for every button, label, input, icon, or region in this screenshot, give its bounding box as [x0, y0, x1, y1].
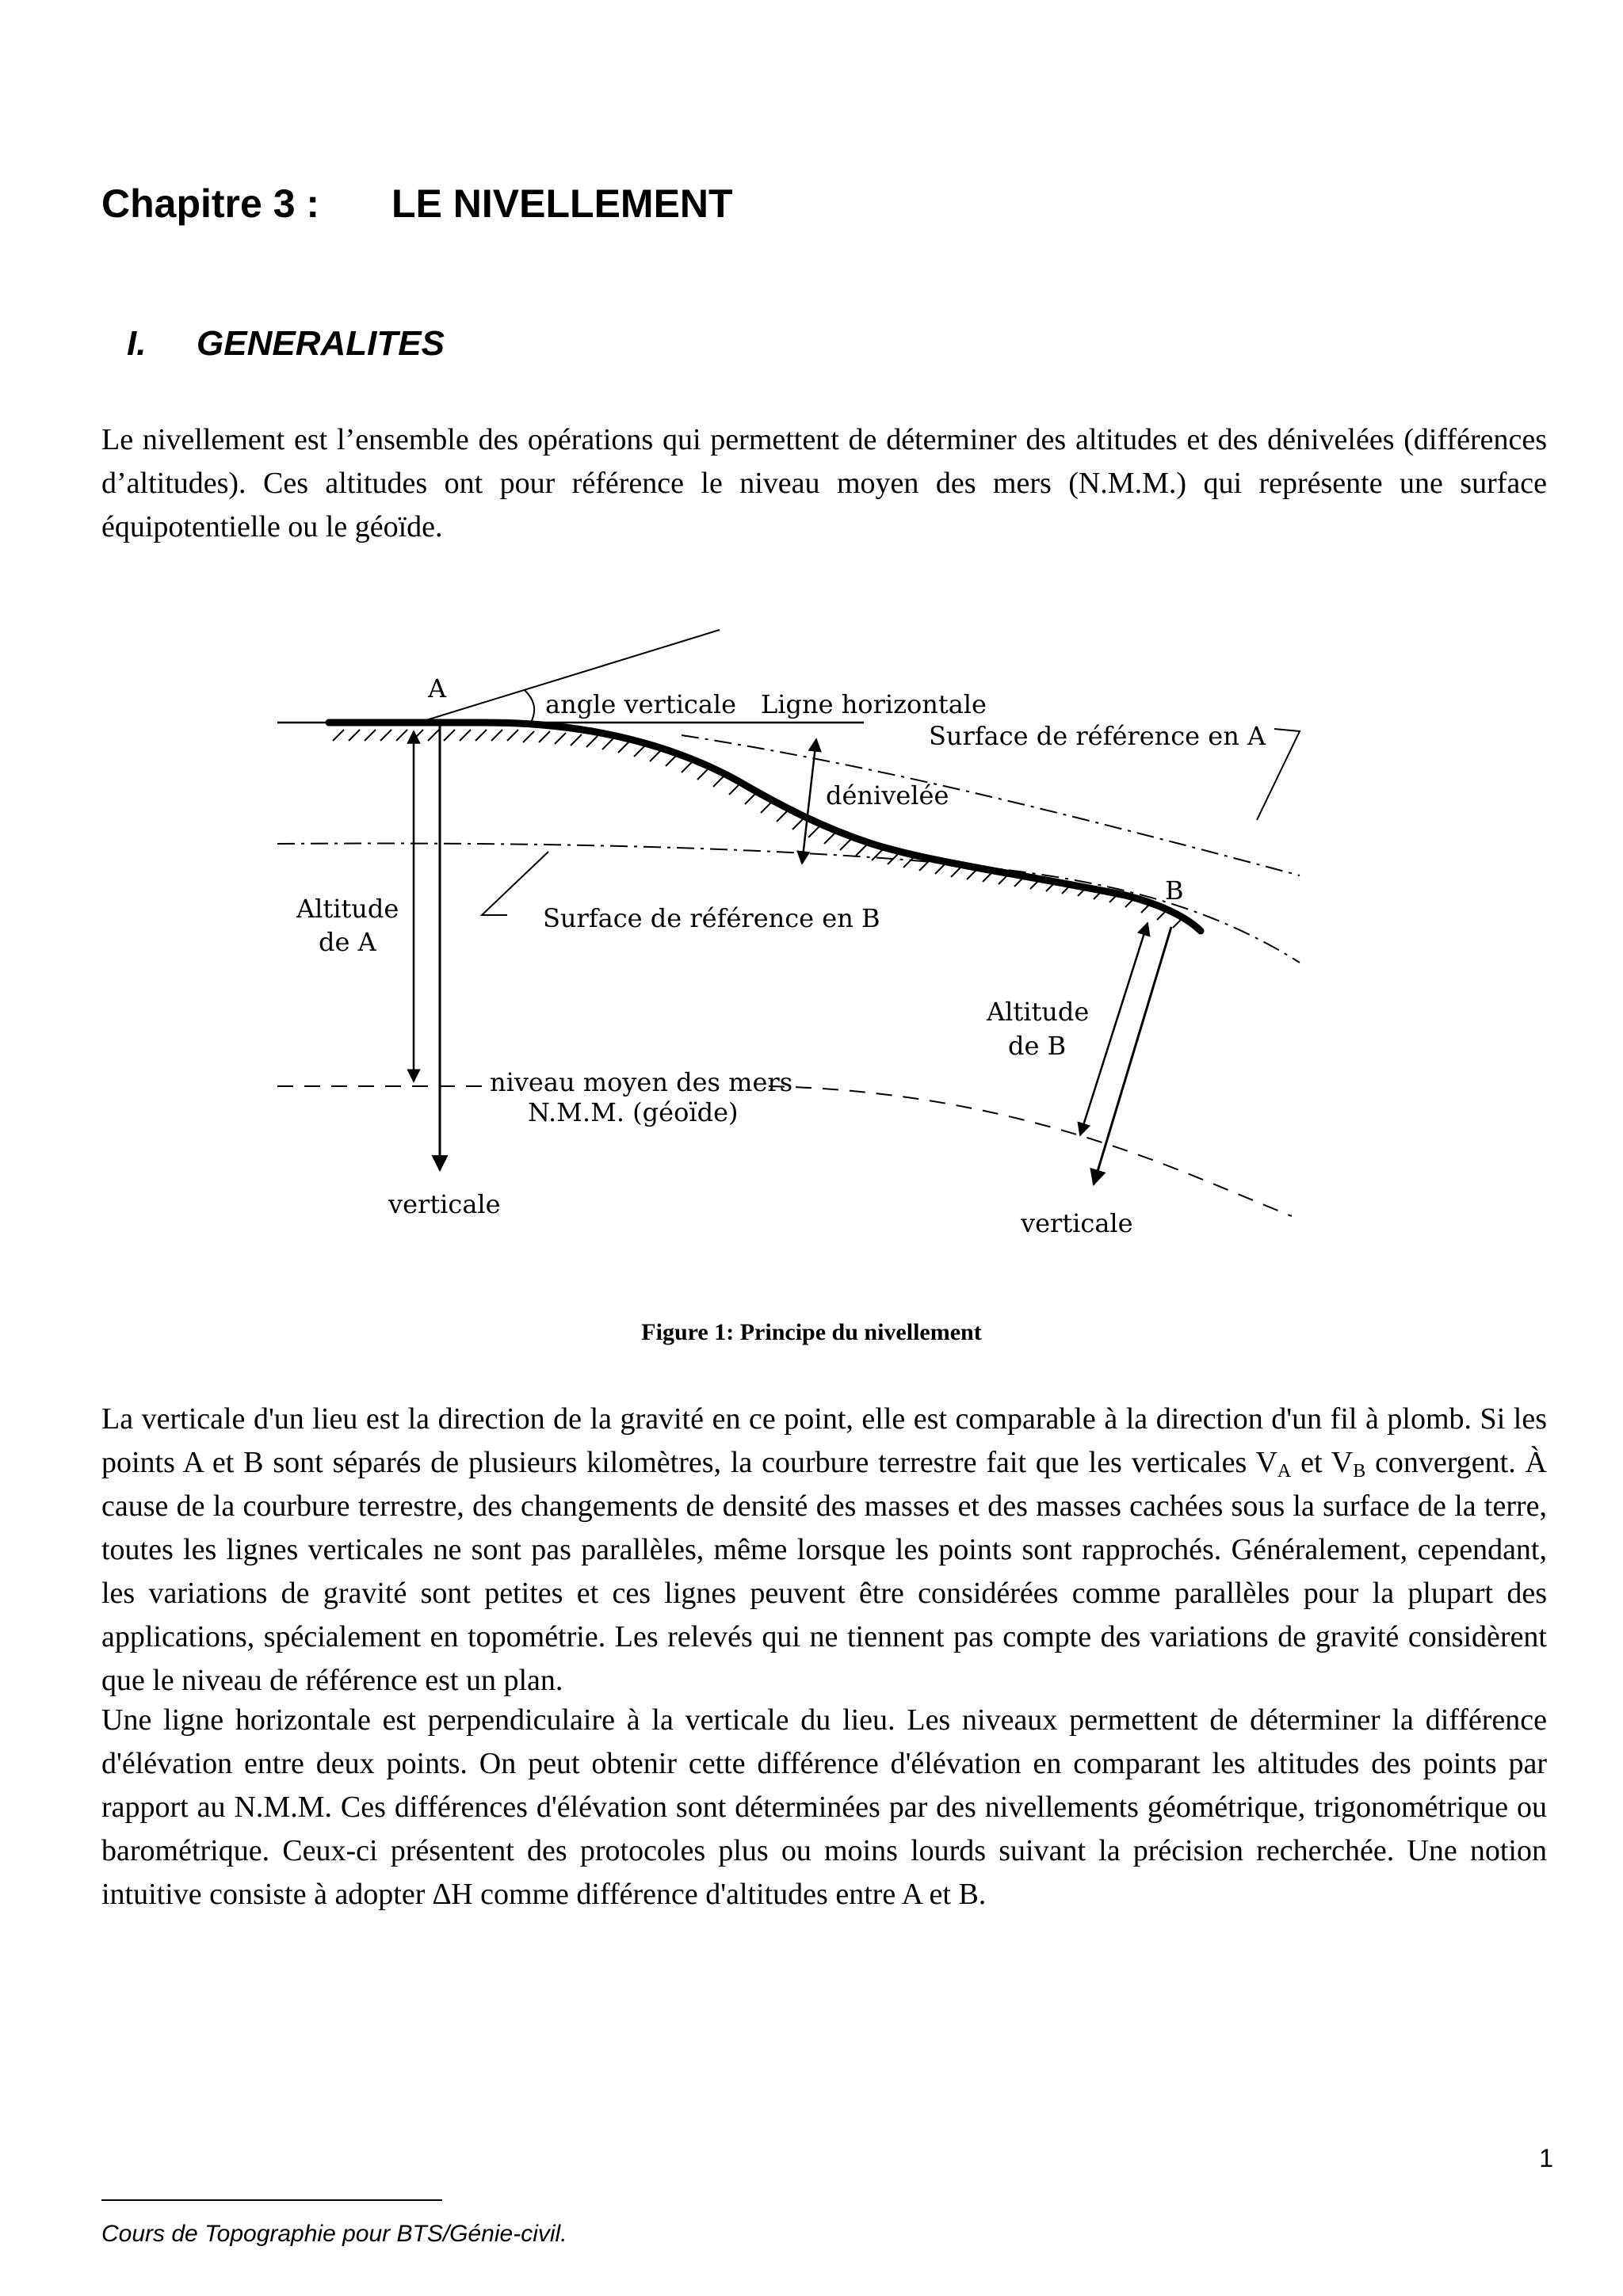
altitude-b-arrow: [1080, 923, 1148, 1135]
chapter-number: Chapitre 3 :: [101, 181, 320, 226]
pointer-ref-b: [482, 852, 548, 915]
ground-hatching: [333, 730, 1184, 928]
leveling-diagram: [269, 614, 1316, 1272]
angle-verticale-label: angle verticale: [545, 689, 737, 719]
subscript-a: A: [1277, 1461, 1292, 1482]
footnote-text: Cours de Topographie pour BTS/Génie-civil.: [101, 2221, 567, 2247]
altitude-b-label-line2: de B: [1008, 1031, 1067, 1061]
verticale-text-part2: convergent. À cause de la courbure terrestre, des changements de densité des masses et des masses cachées sous la surface de la terre, toutes les lignes verticales ne sont pas parallèles, même lorsque les points sont rapprochés. Généralement, cependant, les variations de gravité sont petites et ces lignes peuvent être considérées comme parallèles pour la plupart des applications, spécialement en topométrie. Les relevés qui ne tiennent pas compte des variations de gravité considèrent que le niveau de référence est un plan.: [101, 1446, 1548, 1697]
section-number: I.: [127, 324, 147, 363]
ground-profile: [329, 723, 1201, 931]
point-b-label: B: [1165, 875, 1184, 906]
page-number: 1: [1539, 2144, 1553, 2172]
verticale-a-label: verticale: [388, 1189, 501, 1219]
nmm-label-line1: niveau moyen des mers: [490, 1067, 793, 1097]
figure-caption: Figure 1: Principe du nivellement: [641, 1319, 982, 1345]
ligne-horizontale-label: Ligne horizontale: [761, 689, 987, 719]
nmm-label-line2: N.M.M. (géoïde): [528, 1097, 739, 1127]
verticale-text-part1: La verticale d'un lieu est la direction de la gravité en ce point, elle est comparable à la direction d'un fil à plomb. Si les points A et B sont séparés de plusieurs kilomètres, la courbure terrestre fait que les verticales V: [101, 1402, 1547, 1479]
subscript-b: B: [1353, 1461, 1366, 1482]
point-a-label: A: [428, 673, 447, 704]
section-title: GENERALITES: [197, 324, 445, 363]
surface-ref-a-label: Surface de référence en A: [929, 721, 1266, 751]
chapter-title: LE NIVELLEMENT: [391, 181, 733, 226]
altitude-b-label-line1: Altitude: [987, 997, 1090, 1027]
altitude-a-label-line2: de A: [319, 927, 376, 957]
verticale-text-et: et V: [1291, 1446, 1354, 1479]
footnote-separator: [101, 2199, 442, 2201]
verticale-paragraph: [101, 1398, 1547, 1703]
denivelee-arrow: [802, 739, 816, 864]
angle-arc: [525, 690, 534, 723]
reference-surface-a: [682, 735, 1300, 875]
surface-ref-b-label: Surface de référence en B: [543, 903, 880, 933]
denivelee-label: dénivelée: [826, 780, 949, 810]
horizontale-paragraph: Une ligne horizontale est perpendiculaire à la verticale du lieu. Les niveaux permettent de déterminer la différence d'élévation entre deux points. On peut obtenir cette différence d'élévation en comparant les altitudes des points par rapport au N.M.M. Ces différences d'élévation sont déterminées par des nivellements géométrique, trigonométrique ou barométrique. Ceux-ci présentent des protocoles plus ou moins lourds suivant la précision recherchée. Une notion intuitive consiste à adopter ∆H comme différence d'altitudes entre A et B.: [101, 1703, 1547, 1911]
intro-paragraph: Le nivellement est l’ensemble des opérations qui permettent de déterminer des altitudes et des dénivelées (différences d’altitudes). Ces altitudes ont pour référence le niveau moyen des mers (N.M.M.) qui représente une surface équipotentielle ou le géoïde.: [101, 423, 1547, 543]
altitude-a-label-line1: Altitude: [296, 894, 399, 924]
verticale-b-label: verticale: [1021, 1208, 1133, 1238]
